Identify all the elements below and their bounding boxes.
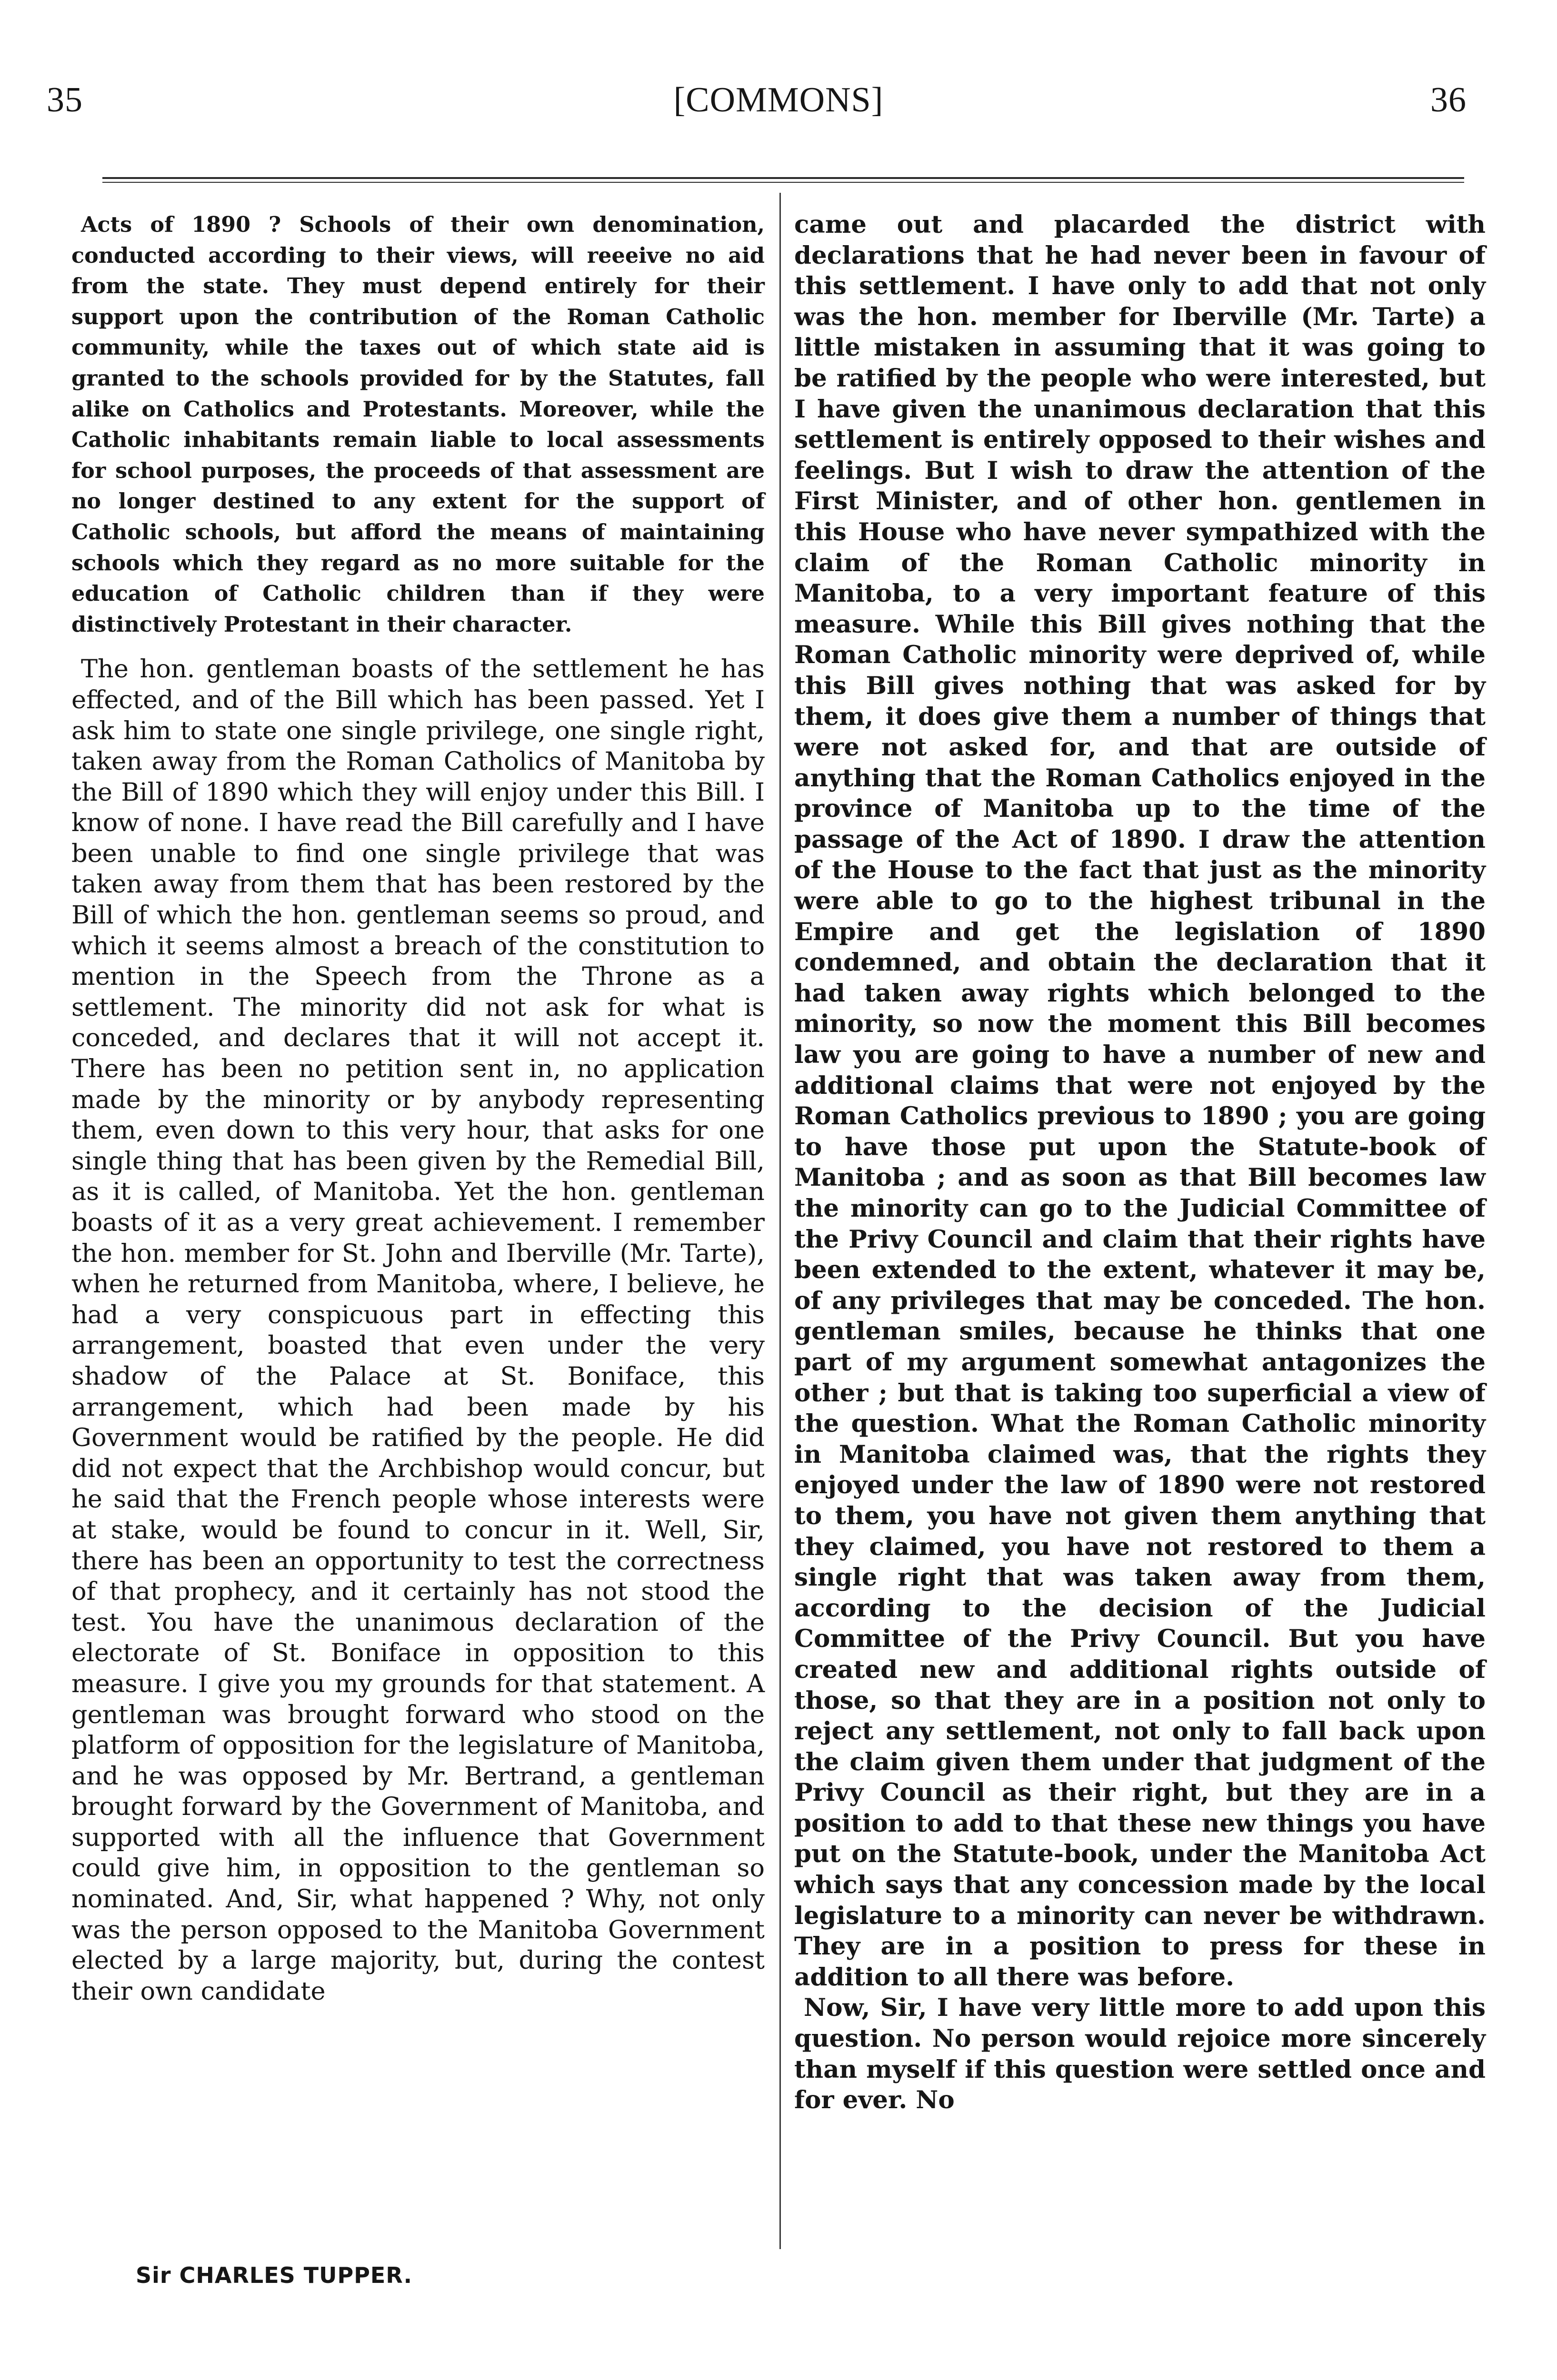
speech-paragraph: Now, Sir, I have very little more to add upon this question. No person would rejoice more sincerely than myself if this question were settled once and for ever. No	[794, 1993, 1486, 2115]
header-rule-thin	[102, 182, 1464, 183]
header-rule	[102, 177, 1464, 179]
page-number-right: 36	[1430, 80, 1467, 119]
right-column	[794, 209, 1486, 2116]
speaker-name: Sir CHARLES TUPPER.	[136, 2262, 413, 2288]
speech-paragraph: The hon. gentleman boasts of the settlement he has effected, and of the Bill which has been passed. Yet I ask him to state one single privilege, one single right, taken away from the Roman Catholics of Manitoba by the Bill of 1890 which they will enjoy under this Bill. I know of none. I have read the Bill carefully and I have been unable to find one single privilege that was taken away from them that has been restored by the Bill of which the hon. gentleman seems so proud, and which it seems almost a breach of the constitution to mention in the Speech from the Throne as a settlement. The minority did not ask for what is conceded, and declares that it will not accept it. There has been no petition sent in, no application made by the minority or by anybody representing them, even down to this very hour, that asks for one single thing that has been given by the Remedial Bill, as it is called, of Manitoba. Yet the hon. gentleman boasts of it as a very great achievement. I remember the hon. member for St. John and Iberville (Mr. Tarte), when he returned from Manitoba, where, I believe, he had a very conspicuous part in effecting this arrangement, boasted that even under the very shadow of the Palace at St. Boniface, this arrangement, which had been made by his Government would be ratified by the people. He did did not expect that the Archbishop would concur, but he said that the French people whose interests were at stake, would be found to concur in it. Well, Sir, there has been an opportunity to test the correctness of that prophecy, and it certainly has not stood the test. You have the unanimous declaration of the electorate of St. Boniface in opposition to this measure. I give you my grounds for that statement. A gentleman was brought forward who stood on the platform of opposition for the legislature of Manitoba, and he was opposed by Mr. Bertrand, a gentleman brought forward by the Government of Manitoba, and supported with all the influence that Government could give him, in opposition to the gentleman so nominated. And, Sir, what happened ? Why, not only was the person opposed to the Manitoba Government elected by a large majority, but, during the contest their own candidate	[71, 654, 765, 2006]
speech-paragraph-continued: came out and placarded the district with declarations that he had never been in favour of this settlement. I have only to add that not only was the hon. member for Iberville (Mr. Tarte) a little mistaken in assuming that it was going to be ratified by the people who were interested, but I have given the unanimous declaration that this settlement is entirely opposed to their wishes and feelings. But I wish to draw the attention of the First Minister, and of other hon. gentlemen in this House who have never sympathized with the claim of the Roman Catholic minority in Manitoba, to a very important feature of this measure. While this Bill gives nothing that the Roman Catholic minority were deprived of, while this Bill gives nothing that was asked for by them, it does give them a number of things that were not asked for, and that are outside of anything that the Roman Catholics enjoyed in the province of Manitoba up to the time of the passage of the Act of 1890. I draw the attention of the House to the fact that just as the minority were able to go to the highest tribunal in the Empire and get the legislation of 1890 condemned, and obtain the declaration that it had taken away rights which belonged to the minority, so now the moment this Bill becomes law you are going to have a number of new and additional claims that were not enjoyed by the Roman Catholics previous to 1890 ; you are going to have those put upon the Statute-book of Manitoba ; and as soon as that Bill becomes law the minority can go to the Judicial Committee of the Privy Council and claim that their rights have been extended to the extent, whatever it may be, of any privileges that may be conceded. The hon. gentleman smiles, because he thinks that one part of my argument somewhat antagonizes the other ; but that is taking too superficial a view of the question. What the Roman Catholic minority in Manitoba claimed was, that the rights they enjoyed under the law of 1890 were not restored to them, you have not given them anything that they claimed, you have not restored to them a single right that was taken away from them, according to the decision of the Judicial Committee of the Privy Council. But you have created new and additional rights outside of those, so that they are in a position not only to reject any settlement, not only to fall back upon the claim given them under that judgment of the Privy Council as their right, but they are in a position to add to that these new things you have put on the Statute-book, under the Manitoba Act which says that any concession made by the local legislature to a minority can never be withdrawn. They are in a position to press for these in addition to all there was before.	[794, 210, 1486, 1992]
page-title: [COMMONS]	[673, 80, 884, 119]
page-number-left: 35	[47, 80, 83, 119]
page-header	[0, 80, 1557, 147]
quoted-passage: Acts of 1890 ? Schools of their own denomination, conducted according to their views, will reeeive no aid from the state. They must depend entirely for their support upon the contribution of the Roman Catholic community, while the taxes out of which state aid is granted to the schools provided for by the Statutes, fall alike on Catholics and Protestants. Moreover, while the Catholic inhabitants remain liable to local assessments for school purposes, the proceeds of that assessment are no longer destined to any extent for the support of Catholic schools, but afford the means of maintaining schools which they regard as no more suitable for the education of Catholic children than if they were distinctively Protestant in their character.	[71, 212, 765, 637]
left-column	[71, 209, 765, 2007]
column-divider	[779, 193, 781, 2249]
